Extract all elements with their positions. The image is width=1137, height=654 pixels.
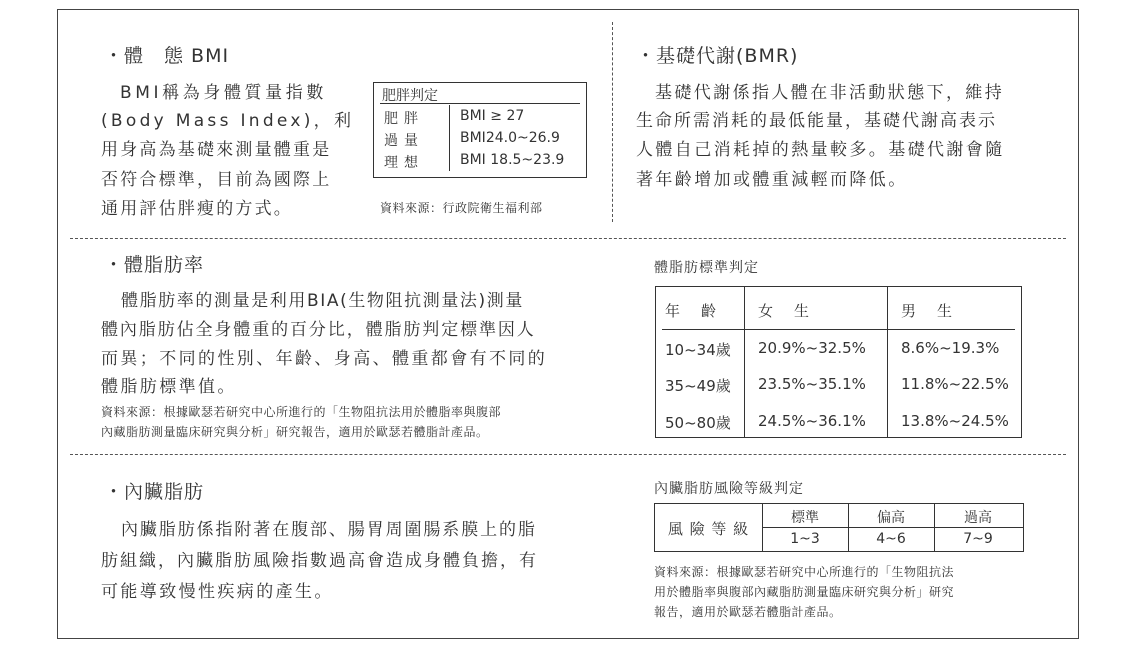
bmr-heading: ・基礎代謝(BMR): [636, 45, 799, 67]
table-header: 女 生: [758, 302, 813, 320]
risk-level-range: 1~3: [790, 531, 820, 547]
bmi-row-value: BMI ≥ 27: [460, 108, 525, 124]
bodyfat-source-line: 內藏脂肪測量臨床研究與分析」研究報告，適用於歐瑟若體脂計產品。: [101, 425, 489, 439]
bmi-row-value: BMI 18.5~23.9: [460, 152, 565, 168]
table-cell-male: 13.8%~24.5%: [901, 412, 1009, 430]
visceral-heading: ・內臟脂肪: [104, 481, 205, 503]
vertical-divider: [612, 22, 613, 222]
bmi-row-value: BMI24.0~26.9: [460, 130, 560, 146]
bmi-heading: ・體 態 BMI: [104, 45, 230, 67]
table-row-divider: [762, 527, 1023, 528]
bmr-text-line: 生命所需消耗的最低能量，基礎代謝高表示: [636, 111, 997, 131]
risk-level-label: 標準: [791, 510, 819, 526]
table-cell-age: 35~49歲: [665, 377, 731, 395]
table-cell-age: 50~80歲: [665, 414, 731, 432]
bmi-box-rule: [380, 103, 580, 104]
bmi-box-separator: [449, 105, 450, 171]
table-header: 男 生: [901, 302, 956, 320]
visceral-source-line: 資料來源：根據歐瑟若研究中心所進行的「生物阻抗法: [654, 565, 955, 579]
risk-level-header: 風 險 等 級: [667, 520, 750, 538]
visceral-text-line: 可能導致慢性疾病的產生。: [101, 582, 334, 602]
bodyfat-table: [655, 286, 1022, 438]
visceral-text-line: 內臟脂肪係指附著在腹部、腸胃周圍腸系膜上的脂: [121, 520, 537, 540]
bmi-text-line: 用身高為基礎來測量體重是: [101, 140, 332, 160]
bmi-text-line: 通用評估胖瘦的方式。: [101, 199, 293, 219]
risk-level-range: 7~9: [963, 531, 993, 547]
table-cell-age: 10~34歲: [665, 341, 731, 359]
table-cell-female: 20.9%~32.5%: [758, 339, 866, 357]
bmi-text-line: (Body Mass Index)，利: [101, 111, 355, 131]
bmr-text-line: 著年齡增加或體重減輕而降低。: [636, 170, 908, 190]
table-col-divider: [887, 287, 888, 437]
table-cell-male: 8.6%~19.3%: [901, 339, 1000, 357]
bodyfat-table-caption: 體脂肪標準判定: [654, 260, 759, 276]
divider-1: [70, 238, 1066, 239]
risk-level-label: 偏高: [877, 510, 905, 526]
bodyfat-text-line: 體脂肪率的測量是利用BIA(生物阻抗測量法)測量: [121, 291, 524, 311]
visceral-source-line: 報告，適用於歐瑟若體脂計產品。: [654, 605, 842, 619]
visceral-text-line: 肪組織，內臟脂肪風險指數過高會造成身體負擔，有: [101, 551, 538, 571]
visceral-source-line: 用於體脂率與腹部內藏脂肪測量臨床研究與分析」研究: [654, 585, 955, 599]
bmi-box-title: 肥胖判定: [382, 88, 438, 104]
table-header: 年 齡: [665, 302, 720, 320]
visceral-table: [654, 503, 1024, 552]
divider-2: [70, 454, 1066, 455]
risk-level-label: 過高: [964, 510, 992, 526]
table-cell-male: 11.8%~22.5%: [901, 375, 1009, 393]
bodyfat-text-line: 體脂肪標準值。: [101, 377, 237, 397]
bodyfat-text-line: 體內脂肪佔全身體重的百分比，體脂肪判定標準因人: [101, 320, 536, 340]
bmi-source: 資料來源：行政院衛生福利部: [380, 201, 543, 215]
visceral-table-caption: 內臟脂肪風險等級判定: [654, 481, 804, 497]
bmi-row-label: 肥胖: [384, 111, 424, 127]
bmi-row-label: 過量: [384, 133, 424, 149]
risk-level-range: 4~6: [876, 531, 906, 547]
bmr-text-line: 基礎代謝係指人體在非活動狀態下，維持: [655, 83, 1005, 103]
table-cell-female: 24.5%~36.1%: [758, 412, 866, 430]
bodyfat-source-line: 資料來源：根據歐瑟若研究中心所進行的「生物阻抗法用於體脂率與腹部: [101, 405, 502, 419]
bodyfat-text-line: 而異；不同的性別、年齡、身高、體重都會有不同的: [101, 349, 548, 369]
bmi-text-line: BMI稱為身體質量指數: [120, 83, 327, 103]
bmr-text-line: 人體自己消耗掉的熱量較多。基礎代謝會隨: [636, 140, 1005, 160]
bmi-judgement-box: [373, 82, 587, 178]
table-row-divider: [662, 329, 1015, 330]
table-cell-female: 23.5%~35.1%: [758, 375, 866, 393]
bodyfat-heading: ・體脂肪率: [104, 254, 205, 276]
bmi-text-line: 否符合標準，目前為國際上: [101, 170, 332, 190]
table-col-divider: [744, 287, 745, 437]
bmi-row-label: 理想: [384, 155, 424, 171]
